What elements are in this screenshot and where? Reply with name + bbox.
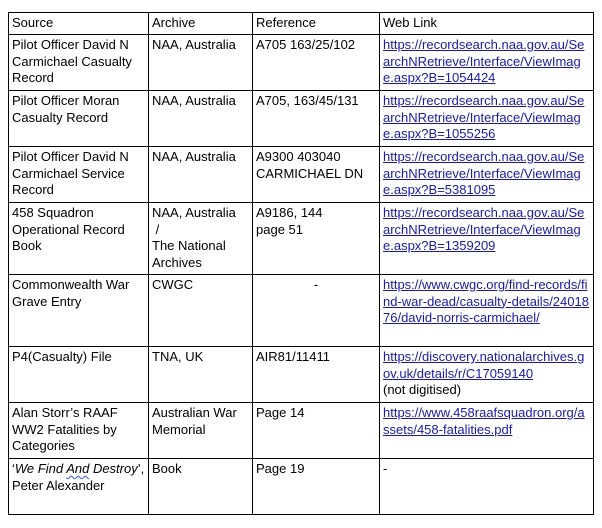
web-link-cell <box>380 147 594 203</box>
archive-cell <box>149 203 253 275</box>
reference-cell <box>253 203 380 275</box>
web-link-cell <box>380 203 594 275</box>
source-cell: Alan Storr’s RAAF WW2 Fatalities by Categories <box>9 403 149 459</box>
web-link-cell <box>380 347 594 403</box>
table-row <box>9 275 594 347</box>
table-row <box>9 91 594 147</box>
reference-cell: A9300 403040 CARMICHAEL DN <box>253 147 380 203</box>
web-link-cell: - <box>380 459 594 515</box>
header-reference: Reference <box>253 13 380 35</box>
reference-cell: Page 19 <box>253 459 380 515</box>
web-link-cell <box>380 91 594 147</box>
quote-open: ‘ <box>12 461 15 476</box>
web-link[interactable]: https://recordsearch.naa.gov.au/SearchNRetrieve/Interface/ViewImage.aspx?B=1055256 <box>383 93 585 141</box>
source-cell: Pilot Officer Moran Casualty Record <box>9 91 149 147</box>
archive-cell: Australian War Memorial <box>149 403 253 459</box>
header-row <box>9 13 594 35</box>
archive-line: The National Archives <box>152 238 226 270</box>
archive-line: NAA, Australia <box>152 205 236 220</box>
archive-cell: NAA, Australia <box>149 35 253 91</box>
source-cell <box>9 459 149 515</box>
archive-cell: TNA, UK <box>149 347 253 403</box>
web-link[interactable]: https://recordsearch.naa.gov.au/SearchNRetrieve/Interface/ViewImage.aspx?B=1054424 <box>383 37 585 85</box>
web-link-cell <box>380 275 594 347</box>
table-row <box>9 203 594 275</box>
reference-value: - <box>313 277 319 292</box>
header-source: Source <box>9 13 149 35</box>
book-title-part: We Find <box>14 461 67 476</box>
table-row <box>9 35 594 91</box>
web-link-cell <box>380 403 594 459</box>
web-link[interactable]: https://recordsearch.naa.gov.au/SearchNRetrieve/Interface/ViewImage.aspx?B=1359209 <box>383 205 585 253</box>
archive-cell: NAA, Australia <box>149 147 253 203</box>
source-cell: P4(Casualty) File <box>9 347 149 403</box>
web-link-cell <box>380 35 594 91</box>
archive-line: / <box>152 221 160 237</box>
book-author: ’, Peter Alexander <box>12 461 145 493</box>
source-cell: 458 Squadron Operational Record Book <box>9 203 149 275</box>
spellcheck-word: And <box>66 461 90 476</box>
table-row <box>9 147 594 203</box>
web-link[interactable]: https://recordsearch.naa.gov.au/SearchNRetrieve/Interface/ViewImage.aspx?B=5381095 <box>383 149 585 197</box>
book-title <box>15 461 138 476</box>
reference-cell: A705, 163/45/131 <box>253 91 380 147</box>
source-cell: Pilot Officer David N Carmichael Service Record <box>9 147 149 203</box>
archive-cell: CWGC <box>149 275 253 347</box>
archive-cell: NAA, Australia <box>149 91 253 147</box>
header-archive: Archive <box>149 13 253 35</box>
table-row <box>9 347 594 403</box>
reference-cell: Page 14 <box>253 403 380 459</box>
archive-cell: Book <box>149 459 253 515</box>
reference-line: A9186, 144 <box>256 205 323 220</box>
table-row <box>9 403 594 459</box>
link-note: (not digitised) <box>383 382 462 397</box>
web-link[interactable]: https://www.cwgc.org/find-records/find-war-dead/casualty-details/2401876/david-norris-carmichael/ <box>383 277 589 325</box>
web-link[interactable]: https://discovery.nationalarchives.gov.uk/details/r/C17059140 <box>383 349 585 381</box>
sources-table <box>8 12 594 515</box>
web-link[interactable]: https://www.458raafsquadron.org/assets/458-fatalities.pdf <box>383 405 585 437</box>
reference-cell: A705 163/25/102 <box>253 35 380 91</box>
reference-line: page 51 <box>256 221 303 237</box>
reference-cell <box>253 275 380 347</box>
header-web-link: Web Link <box>380 13 594 35</box>
book-title-part: Destroy <box>89 461 138 476</box>
table-row <box>9 459 594 515</box>
reference-cell: AIR81/11411 <box>253 347 380 403</box>
source-cell: Pilot Officer David N Carmichael Casualty Record <box>9 35 149 91</box>
source-cell: Commonwealth War Grave Entry <box>9 275 149 347</box>
